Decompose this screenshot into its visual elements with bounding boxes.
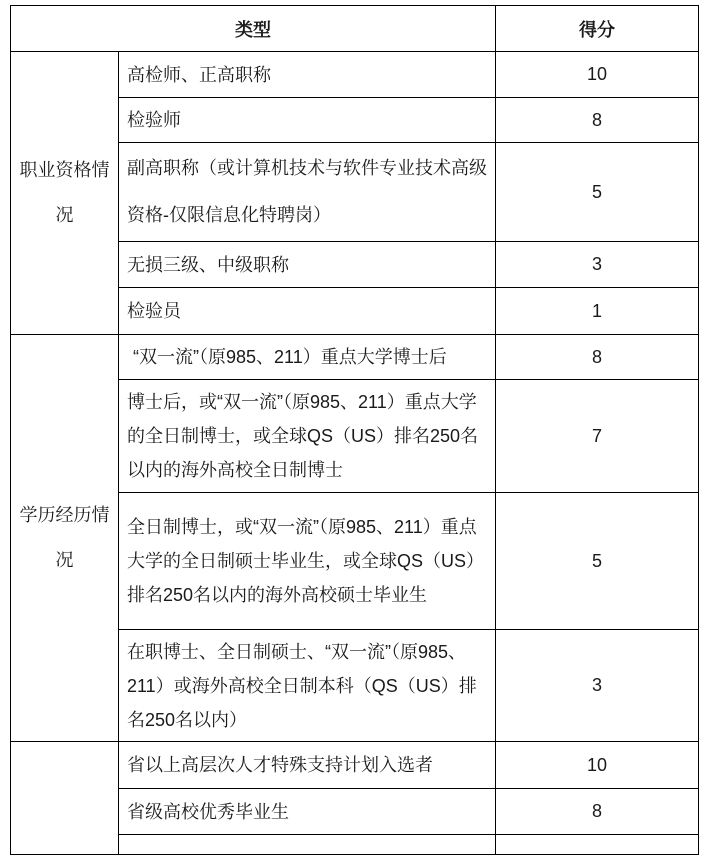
score-cell: 5 (496, 143, 699, 242)
score-cell: 3 (496, 630, 699, 742)
criteria-cell: 省级高校优秀毕业生 (119, 789, 496, 835)
score-cell: 8 (496, 789, 699, 835)
score-table (10, 5, 699, 855)
header-type: 类型 (11, 6, 496, 52)
criteria-cell: 高检师、正高职称 (119, 52, 496, 98)
criteria-cell: 检验师 (119, 98, 496, 143)
criteria-cell: 省以上高层次人才特殊支持计划入选者 (119, 742, 496, 789)
score-cell: 8 (496, 98, 699, 143)
criteria-cell: “双一流”（原985、211）重点大学博士后 (119, 335, 496, 380)
group-cell-talent (11, 742, 119, 855)
score-cell: 3 (496, 242, 699, 288)
criteria-cell: 全日制博士，或“双一流”（原985、211）重点大学的全日制硕士毕业生，或全球QS（US）排名250名以内的海外高校硕士毕业生 (119, 493, 496, 630)
score-cell: 1 (496, 288, 699, 335)
score-cell-partial (496, 835, 699, 855)
criteria-cell: 副高职称（或计算机技术与软件专业技术高级资格-仅限信息化特聘岗） (119, 143, 496, 242)
score-cell: 5 (496, 493, 699, 630)
group-cell-qualification: 职业资格情况 (11, 52, 119, 335)
table-row (11, 742, 699, 789)
score-cell: 10 (496, 52, 699, 98)
criteria-cell-partial (119, 835, 496, 855)
table-row (11, 52, 699, 98)
criteria-cell: 在职博士、全日制硕士、“双一流”（原985、211）或海外高校全日制本科（QS（US）排名250名以内） (119, 630, 496, 742)
table-header-row (11, 6, 699, 52)
criteria-cell: 博士后，或“双一流”（原985、211）重点大学的全日制博士，或全球QS（US）排名250名以内的海外高校全日制博士 (119, 380, 496, 493)
criteria-cell: 检验员 (119, 288, 496, 335)
header-score: 得分 (496, 6, 699, 52)
group-cell-education: 学历经历情况 (11, 335, 119, 742)
score-cell: 10 (496, 742, 699, 789)
criteria-cell: 无损三级、中级职称 (119, 242, 496, 288)
score-cell: 7 (496, 380, 699, 493)
table-row (11, 335, 699, 380)
score-cell: 8 (496, 335, 699, 380)
